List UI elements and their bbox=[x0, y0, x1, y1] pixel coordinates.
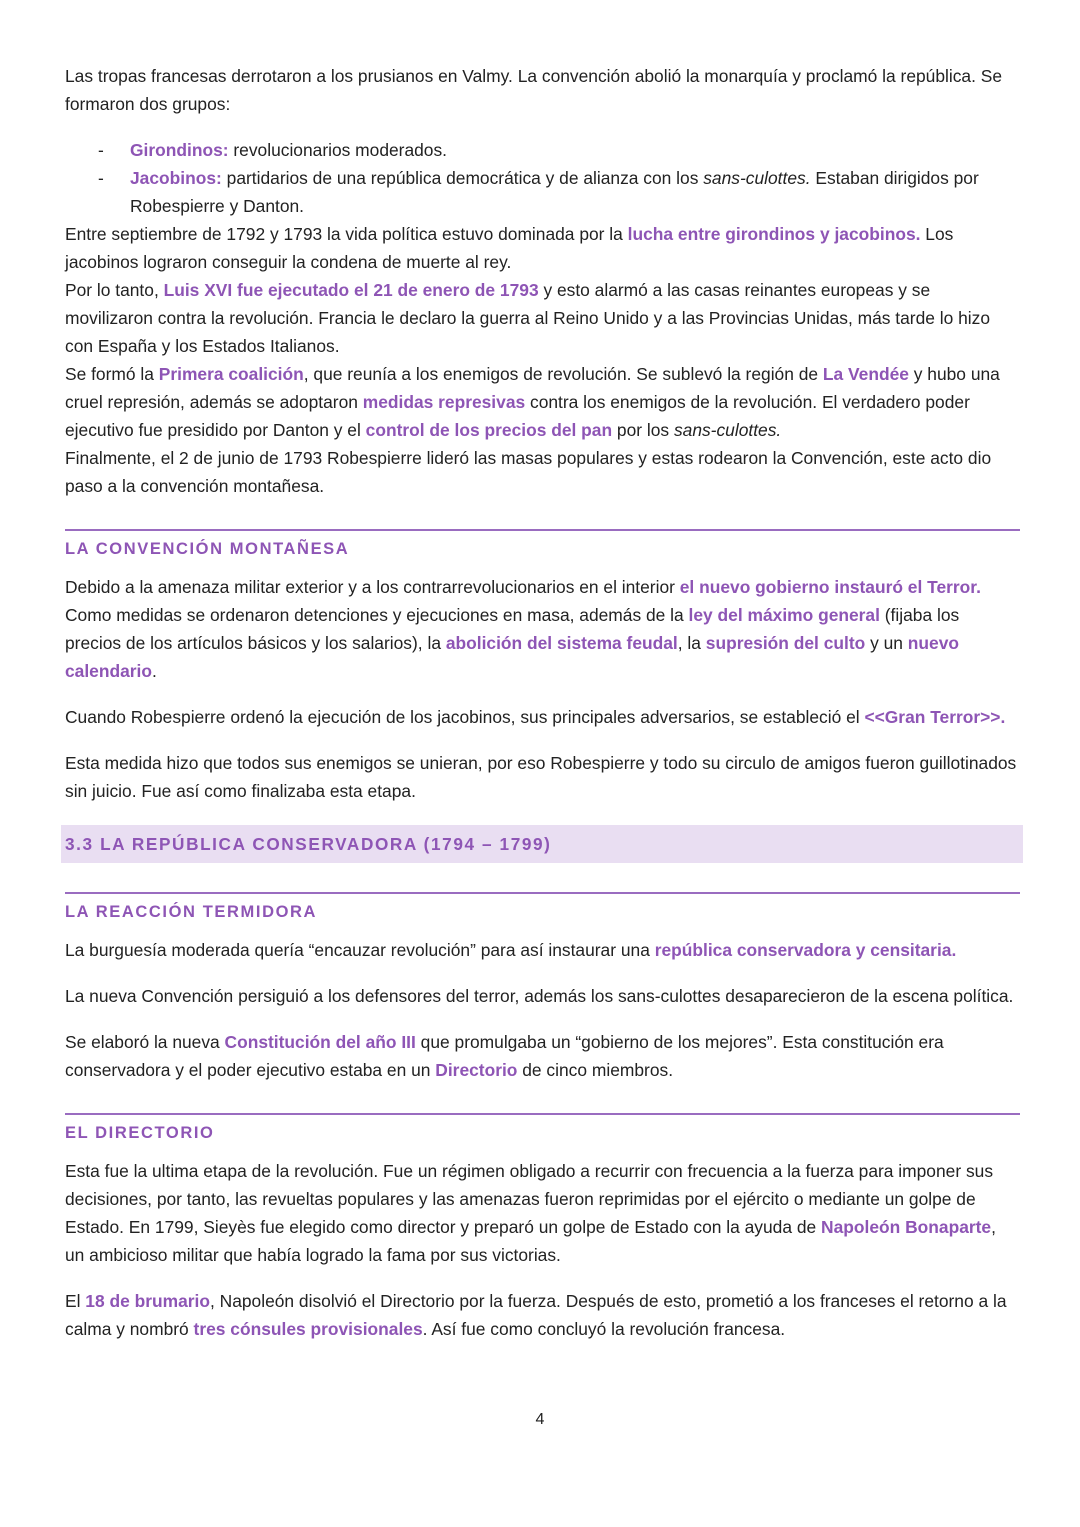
groups-list bbox=[65, 136, 1020, 220]
page-content bbox=[65, 62, 1020, 1343]
highlight: 18 de brumario bbox=[85, 1291, 210, 1311]
paragraph-nueva-convencion: La nueva Convención persiguió a los defensores del terror, además los sans-culottes desaparecieron de la escena política. bbox=[65, 986, 1014, 1006]
paragraph-brumario bbox=[65, 1287, 1020, 1343]
paragraph-guillotinados: Esta medida hizo que todos sus enemigos se unieran, por eso Robespierre y todo su circulo de amigos fueron guillotinados sin juicio. Fue así como finalizaba esta etapa. bbox=[65, 753, 1017, 801]
list-item-girondinos bbox=[65, 136, 1020, 164]
paragraph-finalmente: Finalmente, el 2 de junio de 1793 Robespierre lideró las masas populares y estas rodearon la Convención, este acto dio paso a la convención montañesa. bbox=[65, 448, 992, 496]
highlight: medidas represivas bbox=[362, 392, 526, 412]
list-text: partidarios de una república democrática y de alianza con los bbox=[221, 168, 704, 188]
text-run: y hubo una cruel represión, además se adoptaron bbox=[65, 364, 1000, 412]
section-directorio bbox=[65, 1113, 1020, 1343]
text-run: contra los enemigos de la revolución. El verdadero poder ejecutivo fue presidido por Danton y el bbox=[65, 392, 970, 440]
text-run: , Napoleón disolvió el Directorio por la fuerza. Después de esto, prometió a los franceses el retorno a la calma y nombró bbox=[65, 1291, 1007, 1339]
text-run: Se elaboró la nueva bbox=[65, 1032, 225, 1052]
text-run: . bbox=[152, 661, 157, 681]
paragraph-luis-xvi bbox=[65, 276, 1020, 360]
paragraph-lucha bbox=[65, 220, 1020, 276]
section-convencion-montanesa bbox=[65, 529, 1020, 805]
text-run: , un ambicioso militar que había logrado la fama por sus victorias. bbox=[65, 1217, 996, 1265]
paragraph-burguesia bbox=[65, 936, 1020, 964]
page-number: 4 bbox=[535, 1411, 545, 1428]
paragraph-terror bbox=[65, 573, 1020, 685]
list-text: revolucionarios moderados. bbox=[228, 140, 448, 160]
highlight: Napoleón Bonaparte bbox=[821, 1217, 992, 1237]
term-girondinos: Girondinos: bbox=[130, 140, 229, 160]
text-run: Los jacobinos lograron conseguir la condena de muerte al rey. bbox=[65, 224, 954, 272]
paragraph-valmy: Las tropas francesas derrotaron a los prusianos en Valmy. La convención abolió la monarquía y proclamó la república. Se formaron dos grupos: bbox=[65, 66, 1003, 114]
section-heading: LA CONVENCIÓN MONTAÑESA bbox=[65, 540, 350, 558]
section-heading: LA REACCIÓN TERMIDORA bbox=[65, 903, 318, 921]
text-run: Cuando Robespierre ordenó la ejecución de los jacobinos, sus principales adversarios, se estableció el bbox=[65, 707, 865, 727]
paragraph-ultima-etapa bbox=[65, 1157, 1020, 1269]
emphasis-sans-culottes: sans-culottes. bbox=[703, 168, 811, 188]
dash-bullet: - bbox=[98, 168, 104, 188]
text-run: y un bbox=[865, 633, 908, 653]
highlight: lucha entre girondinos y jacobinos. bbox=[627, 224, 921, 244]
text-run: La burguesía moderada quería “encauzar revolución” para así instaurar una bbox=[65, 940, 655, 960]
highlight: <<Gran Terror>>. bbox=[864, 707, 1006, 727]
highlight: nuevo calendario bbox=[65, 633, 959, 681]
text-run: El bbox=[65, 1291, 86, 1311]
text-run: Entre septiembre de 1792 y 1793 la vida política estuvo dominada por la bbox=[65, 224, 628, 244]
highlight: Luis XVI fue ejecutado el 21 de enero de 1793 bbox=[163, 280, 539, 300]
text-run: Por lo tanto, bbox=[65, 280, 164, 300]
highlight: república conservadora y censitaria. bbox=[654, 940, 957, 960]
paragraph-primera-coalicion bbox=[65, 360, 1020, 444]
section-heading: EL DIRECTORIO bbox=[65, 1124, 215, 1142]
text-run: de cinco miembros. bbox=[517, 1060, 674, 1080]
text-run: y esto alarmó a las casas reinantes europeas y se movilizaron contra la revolución. Francia le declaro la guerra al Reino Unido y a las Provincias Unidas, más tarde lo hizo con España y los Estados Italianos. bbox=[65, 280, 991, 356]
list-text: Estaban dirigidos por Robespierre y Danton. bbox=[130, 168, 979, 216]
highlight: La Vendée bbox=[822, 364, 909, 384]
text-run: por los bbox=[612, 420, 674, 440]
list-item-jacobinos bbox=[65, 164, 1020, 220]
highlight: control de los precios del pan bbox=[365, 420, 613, 440]
text-run: (fijaba los precios de los artículos básicos y los salarios), la bbox=[65, 605, 960, 653]
highlight: Primera coalición bbox=[158, 364, 304, 384]
highlight: ley del máximo general bbox=[688, 605, 880, 625]
section-reaccion-termidora bbox=[65, 892, 1020, 1084]
highlight: abolición del sistema feudal bbox=[445, 633, 678, 653]
chapter-band bbox=[61, 825, 1023, 863]
text-run: Debido a la amenaza militar exterior y a los contrarrevolucionarios en el interior bbox=[65, 577, 680, 597]
dash-bullet: - bbox=[98, 140, 104, 160]
text-run: , que reunía a los enemigos de revolución. Se sublevó la región de bbox=[303, 364, 823, 384]
paragraph-constitucion bbox=[65, 1028, 1020, 1084]
highlight: supresión del culto bbox=[705, 633, 866, 653]
highlight: tres cónsules provisionales bbox=[193, 1319, 423, 1339]
highlight: Constitución del año III bbox=[224, 1032, 416, 1052]
term-jacobinos: Jacobinos: bbox=[130, 168, 222, 188]
text-run: . Así fue como concluyó la revolución francesa. bbox=[422, 1319, 786, 1339]
text-run: Esta fue la ultima etapa de la revolución. Fue un régimen obligado a recurrir con frecuencia a la fuerza para imponer sus decisiones, por tanto, las revueltas populares y las amenazas fueron reprimidas por el ejército o mediante un golpe de Estado. En 1799, Sieyès fue elegido como director y preparó un golpe de Estado con la ayuda de bbox=[65, 1161, 994, 1237]
paragraph-gran-terror bbox=[65, 703, 1020, 731]
text-run: que promulgaba un “gobierno de los mejores”. Esta constitución era conservadora y el poder ejecutivo estaba en un bbox=[65, 1032, 944, 1080]
text-run: Se formó la bbox=[65, 364, 159, 384]
text-run: Como medidas se ordenaron detenciones y ejecuciones en masa, además de la bbox=[65, 605, 689, 625]
highlight: el nuevo gobierno instauró el Terror. bbox=[679, 577, 981, 597]
chapter-heading: 3.3 LA REPÚBLICA CONSERVADORA (1794 – 1799) bbox=[65, 833, 552, 854]
highlight: Directorio bbox=[435, 1060, 518, 1080]
text-run: , la bbox=[677, 633, 706, 653]
emphasis-sans-culottes: sans-culottes. bbox=[673, 420, 782, 440]
